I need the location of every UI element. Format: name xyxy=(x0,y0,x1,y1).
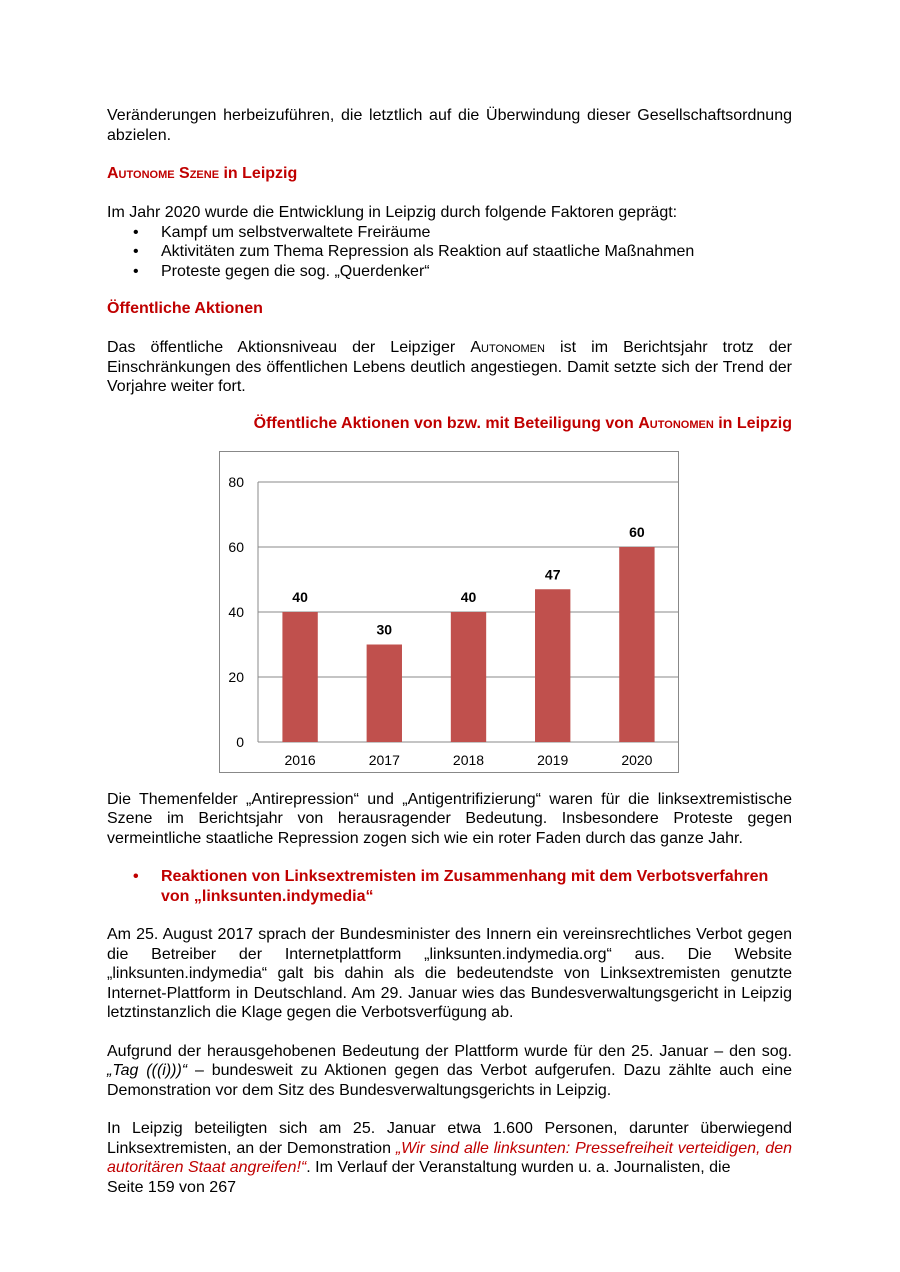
list-item: • Kampf um selbstverwaltete Freiräume xyxy=(107,223,792,243)
list-item: • Aktivitäten zum Thema Repression als Reaktion auf staatliche Maßnahmen xyxy=(107,242,792,262)
intro-2020: Im Jahr 2020 wurde die Entwicklung in Leipzig durch folgende Faktoren geprägt: xyxy=(107,204,678,221)
x-tick-label: 2020 xyxy=(621,751,653,768)
bullet-heading: • Reaktionen von Linksextremisten im Zusammenhang mit dem Verbotsverfahren von „linksunten.indymedia“ xyxy=(107,867,792,906)
y-tick-label: 0 xyxy=(236,733,244,750)
y-tick-label: 80 xyxy=(228,473,244,490)
chart-frame xyxy=(219,451,679,773)
page-footer: Seite 159 von 267 xyxy=(107,1178,236,1196)
chart-title: Öffentliche Aktionen von bzw. mit Beteiligung von Autonomen in Leipzig xyxy=(253,414,792,432)
x-tick-label: 2016 xyxy=(284,751,316,768)
heading-autonome-szene: Autonome Szene in Leipzig xyxy=(107,165,298,182)
bar-chart xyxy=(220,452,678,772)
aktionen-paragraph: Das öffentliche Aktionsniveau der Leipziger Autonomen ist im Berichtsjahr trotz der Einschränkungen des öffentlichen Lebens deutlich angestiegen. Damit setzte sich der Trend der Vorjahre weiter fort. xyxy=(107,339,792,395)
data-label: 40 xyxy=(292,588,308,605)
document-page xyxy=(107,106,792,1197)
verbot-paragraph: Am 25. August 2017 sprach der Bundesminister des Innern ein vereinsrechtliches Verbot gegen die Betreiber der Internetplattform „linksunten.indymedia.org“ aus. Die Website „linksunten.indymedia“ galt bis dahin als die bedeutendste von Linksextremisten genutzte Internet-Plattform in Deutschland. Am 29. Januar wies das Bundesverwaltungsgericht in Leipzig letztinstanzlich die Klage gegen die Verbotsverfügung ab. xyxy=(107,926,792,1021)
bar xyxy=(282,612,317,742)
data-label: 30 xyxy=(376,621,393,637)
x-tick-label: 2018 xyxy=(452,751,485,768)
bar xyxy=(367,644,402,742)
heading-oeffentliche-aktionen: Öffentliche Aktionen xyxy=(107,300,263,317)
x-tick-label: 2019 xyxy=(537,751,569,768)
leipzig-paragraph: In Leipzig beteiligten sich am 25. Januar etwa 1.600 Personen, darunter überwiegend Linksextremisten, an der Demonstration „Wir sind alle linksunten: Pressefreiheit verteidigen, den autoritären Staat angreifen!“. Im Verlauf der Veranstaltung wurden u. a. Journalisten, die xyxy=(107,1120,792,1176)
data-label: 40 xyxy=(460,588,477,605)
section-bullet xyxy=(107,867,792,906)
bar xyxy=(535,589,570,742)
bar xyxy=(451,612,486,742)
y-tick-label: 20 xyxy=(228,668,244,685)
list-item: • Proteste gegen die sog. „Querdenker“ xyxy=(107,262,792,282)
data-label: 47 xyxy=(544,565,561,582)
x-tick-label: 2017 xyxy=(368,751,400,768)
y-tick-label: 40 xyxy=(228,603,244,620)
y-tick-label: 60 xyxy=(228,538,244,555)
factor-list xyxy=(107,223,792,282)
themen-paragraph: Die Themenfelder „Antirepression“ und „Antigentrifizierung“ waren für die linksextremistische Szene im Berichtsjahr von herausragender Bedeutung. Insbesondere Proteste gegen vermeintliche staatliche Repression zogen sich wie ein roter Faden durch das ganze Jahr. xyxy=(107,790,792,847)
bedeutung-paragraph: Aufgrund der herausgehobenen Bedeutung der Plattform wurde für den 25. Januar – den sog. „Tag (((i)))“ – bundesweit zu Aktionen gegen das Verbot aufgerufen. Dazu zählte auch eine Demonstration vor dem Sitz des Bundesverwaltungsgerichts in Leipzig. xyxy=(107,1042,792,1099)
chart-container xyxy=(107,434,792,790)
intro-paragraph: Veränderungen herbeizuführen, die letztlich auf die Überwindung dieser Gesellschaftsordnung abzielen. xyxy=(107,107,792,144)
bar xyxy=(619,547,654,742)
data-label: 60 xyxy=(629,523,645,540)
